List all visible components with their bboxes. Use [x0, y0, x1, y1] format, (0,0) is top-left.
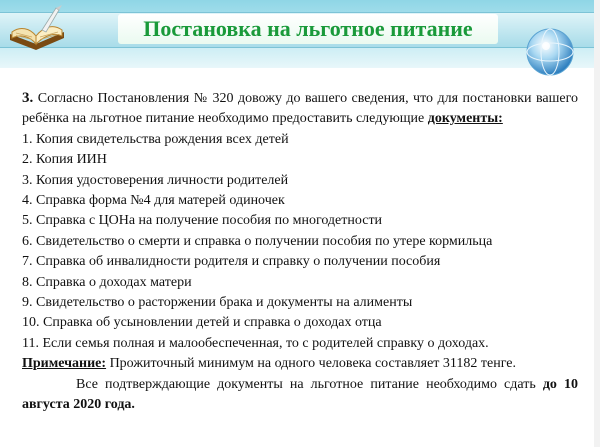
list-item: 7. Справка об инвалидности родителя и справку о получении пособия	[22, 254, 441, 270]
list-item: 9. Свидетельство о расторжении брака и документы на алименты	[22, 295, 413, 311]
deadline-date: до 10 августа 2020 года.	[22, 376, 579, 413]
note-label: Примечание:	[22, 356, 107, 372]
list-item: 11. Если семья полная и малообеспеченная, то с родителей справку о доходах.	[22, 335, 489, 351]
list-item: 6. Свидетельство о смерти и справка о получении пособия по утере кормильца	[22, 233, 493, 249]
list-item: 3. Копия удостоверения личности родителей	[22, 172, 289, 188]
note-paragraph	[22, 354, 578, 374]
content-area	[22, 88, 578, 416]
documents-list	[22, 130, 578, 354]
intro-text: Согласно Постановления № 320 довожу до вашего сведения, что для постановки вашего ребёнка на льготное питание необходимо предоставить следующие	[22, 91, 579, 127]
deadline-text: Все подтверждающие документы на льготное питание необходимо сдать	[76, 376, 536, 392]
list-item: 8. Справка о доходах матери	[22, 274, 192, 290]
intro-paragraph	[22, 88, 578, 130]
header-banner	[0, 0, 600, 68]
list-item: 4. Справка форма №4 для матерей одиночек	[22, 193, 285, 209]
list-item: 1. Копия свидетельства рождения всех детей	[22, 131, 289, 147]
item-number: 3.	[22, 90, 34, 106]
note-text: Прожиточный минимум на одного человека составляет 31182 тенге.	[109, 356, 516, 372]
list-item: 2. Копия ИИН	[22, 152, 107, 168]
globe-icon	[524, 26, 576, 78]
deadline-paragraph	[22, 375, 578, 416]
documents-label: документы:	[427, 111, 503, 127]
list-item: 10. Справка об усыновлении детей и справка о доходах отца	[22, 315, 382, 331]
page-title: Постановка на льготное питание	[143, 16, 473, 41]
open-book-icon	[6, 4, 68, 60]
list-item: 5. Справка с ЦОНа на получение пособия по многодетности	[22, 213, 383, 229]
scrollbar[interactable]	[594, 0, 600, 447]
